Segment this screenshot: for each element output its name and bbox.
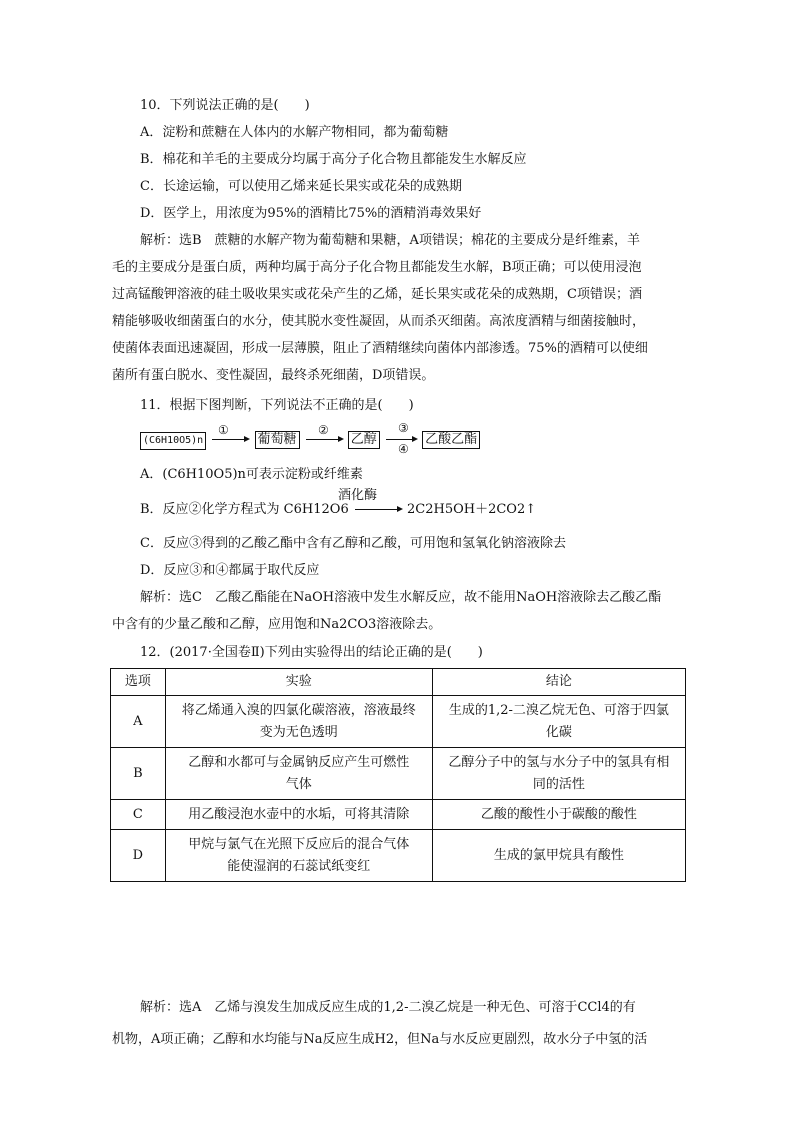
arrow-icon [355,509,401,510]
q10-analysis-line: 过高锰酸钾溶液的硅土吸收果实或花朵产生的乙烯，延长果实或花朵的成熟期，C项错误；酒 [112,287,642,302]
q10-analysis-line: 解析：选B 蔗糖的水解产物为葡萄糖和果糖，A项错误；棉花的主要成分是纤维素，羊 [140,233,640,248]
experiment-table [110,668,686,882]
diagram-ethanol-box: 乙醇 [348,431,380,449]
q11-analysis-line: 中含有的少量乙酸和乙醇，应用饱和Na2CO3溶液除去。 [112,617,442,632]
cell-line: 将乙烯通入溴的四氯化碳溶液，溶液最终 [181,702,416,718]
q11-stem: 11．根据下图判断，下列说法不正确的是( ) [140,398,414,413]
diagram-step-4-label: ④ [398,442,409,456]
table-cell-option: B [111,748,166,800]
cell-line: 变为无色透明 [259,724,338,740]
q11-option-d: D．反应③和④都属于取代反应 [140,563,320,578]
q10-analysis-line: 精能够吸收细菌蛋白的水分，使其脱水变性凝固，从而杀灭细菌。高浓度酒精与细菌接触时， [112,314,646,329]
table-header-row [111,669,686,696]
diagram-start-box: (C6H10O5)n [140,432,206,450]
table-header: 实验 [165,669,432,696]
q10-option-d: D．医学上，用浓度为95%的酒精比75%的酒精消毒效果好 [140,206,482,221]
q11-option-b-prefix: B．反应②化学方程式为 C6H12O6 [140,502,349,517]
q11-option-b-suffix: 2C2H5OH＋2CO2↑ [407,502,537,517]
q11-option-c: C．反应③得到的乙酸乙酯中含有乙醇和乙酸，可用饱和氢氧化钠溶液除去 [140,536,566,551]
cell-line: 用乙酸浸泡水壶中的水垢，可将其清除 [188,806,410,822]
cell-line: 能使湿润的石蕊试纸变红 [227,858,371,874]
table-row [111,800,686,830]
table-header: 选项 [111,669,166,696]
q10-analysis-line: 菌所有蛋白脱水、变性凝固，最终杀死细菌，D项错误。 [112,368,435,383]
table-row [111,748,686,800]
diagram-step-2-label: ② [318,423,329,437]
cell-line: 生成的氯甲烷具有酸性 [493,847,624,863]
q12-analysis-line: 机物，A项正确；乙醇和水均能与Na反应生成H2，但Na与水反应更剧烈，故水分子中氢的活 [112,1032,648,1047]
arrow-icon [386,439,416,440]
q12-stem: 12．(2017·全国卷Ⅱ)下列由实验得出的结论正确的是( ) [140,645,483,660]
table-row [111,830,686,882]
table-cell-experiment [165,748,432,800]
table-cell-experiment [165,800,432,830]
cell-line: 乙醇分子中的氢与水分子中的氢具有相 [448,754,670,770]
table-cell-conclusion [432,800,685,830]
cell-line: 乙酸的酸性小于碳酸的酸性 [480,806,637,822]
table-cell-experiment [165,696,432,748]
diagram-ester-box: 乙酸乙酯 [422,431,480,449]
table-cell-option: C [111,800,166,830]
cell-line: 气体 [285,776,312,792]
q11-analysis-line: 解析：选C 乙酸乙酯能在NaOH溶液中发生水解反应，故不能用NaOH溶液除去乙酸乙酯 [140,590,662,605]
q10-option-a: A．淀粉和蔗糖在人体内的水解产物相同，都为葡萄糖 [140,125,449,140]
table-header: 结论 [432,669,685,696]
cell-line: 甲烷与氯气在光照下反应后的混合气体 [188,836,410,852]
cell-line: 化碳 [545,724,572,740]
table-cell-option: D [111,830,166,882]
q10-analysis-line: 毛的主要成分是蛋白质，两种均属于高分子化合物且都能发生水解，B项正确；可以使用浸泡 [112,260,642,275]
table-cell-conclusion [432,696,685,748]
catalyst-label: 酒化酶 [338,488,378,503]
diagram-glucose-box: 葡萄糖 [255,431,300,449]
q10-option-b: B．棉花和羊毛的主要成分均属于高分子化合物且都能发生水解反应 [140,152,527,167]
table-row [111,696,686,748]
q11-option-a: A．(C6H10O5)n可表示淀粉或纤维素 [140,467,363,482]
q11-reaction-diagram [140,430,480,450]
q10-option-c: C．长途运输，可以使用乙烯来延长果实或花朵的成熟期 [140,179,462,194]
table-cell-experiment [165,830,432,882]
arrow-icon [212,439,248,440]
q11-option-b [140,500,536,520]
cell-line: 乙醇和水都可与金属钠反应产生可燃性 [188,754,410,770]
q12-analysis-line: 解析：选A 乙烯与溴发生加成反应生成的1,2-二溴乙烷是一种无色、可溶于CCl4的有 [140,1000,636,1015]
q10-analysis-line: 使菌体表面迅速凝固，形成一层薄膜，阻止了酒精继续向菌体内部渗透。75%的酒精可以使细 [112,341,648,356]
cell-line: 生成的1,2-二溴乙烷无色、可溶于四氯 [448,702,669,718]
q10-stem: 10．下列说法正确的是( ) [140,98,310,113]
table-cell-conclusion [432,830,685,882]
arrow-icon [306,439,342,440]
cell-line: 同的活性 [532,776,585,792]
table-cell-conclusion [432,748,685,800]
diagram-step-1-label: ① [218,423,229,437]
diagram-step-3-label: ③ [398,421,409,435]
table-cell-option: A [111,696,166,748]
